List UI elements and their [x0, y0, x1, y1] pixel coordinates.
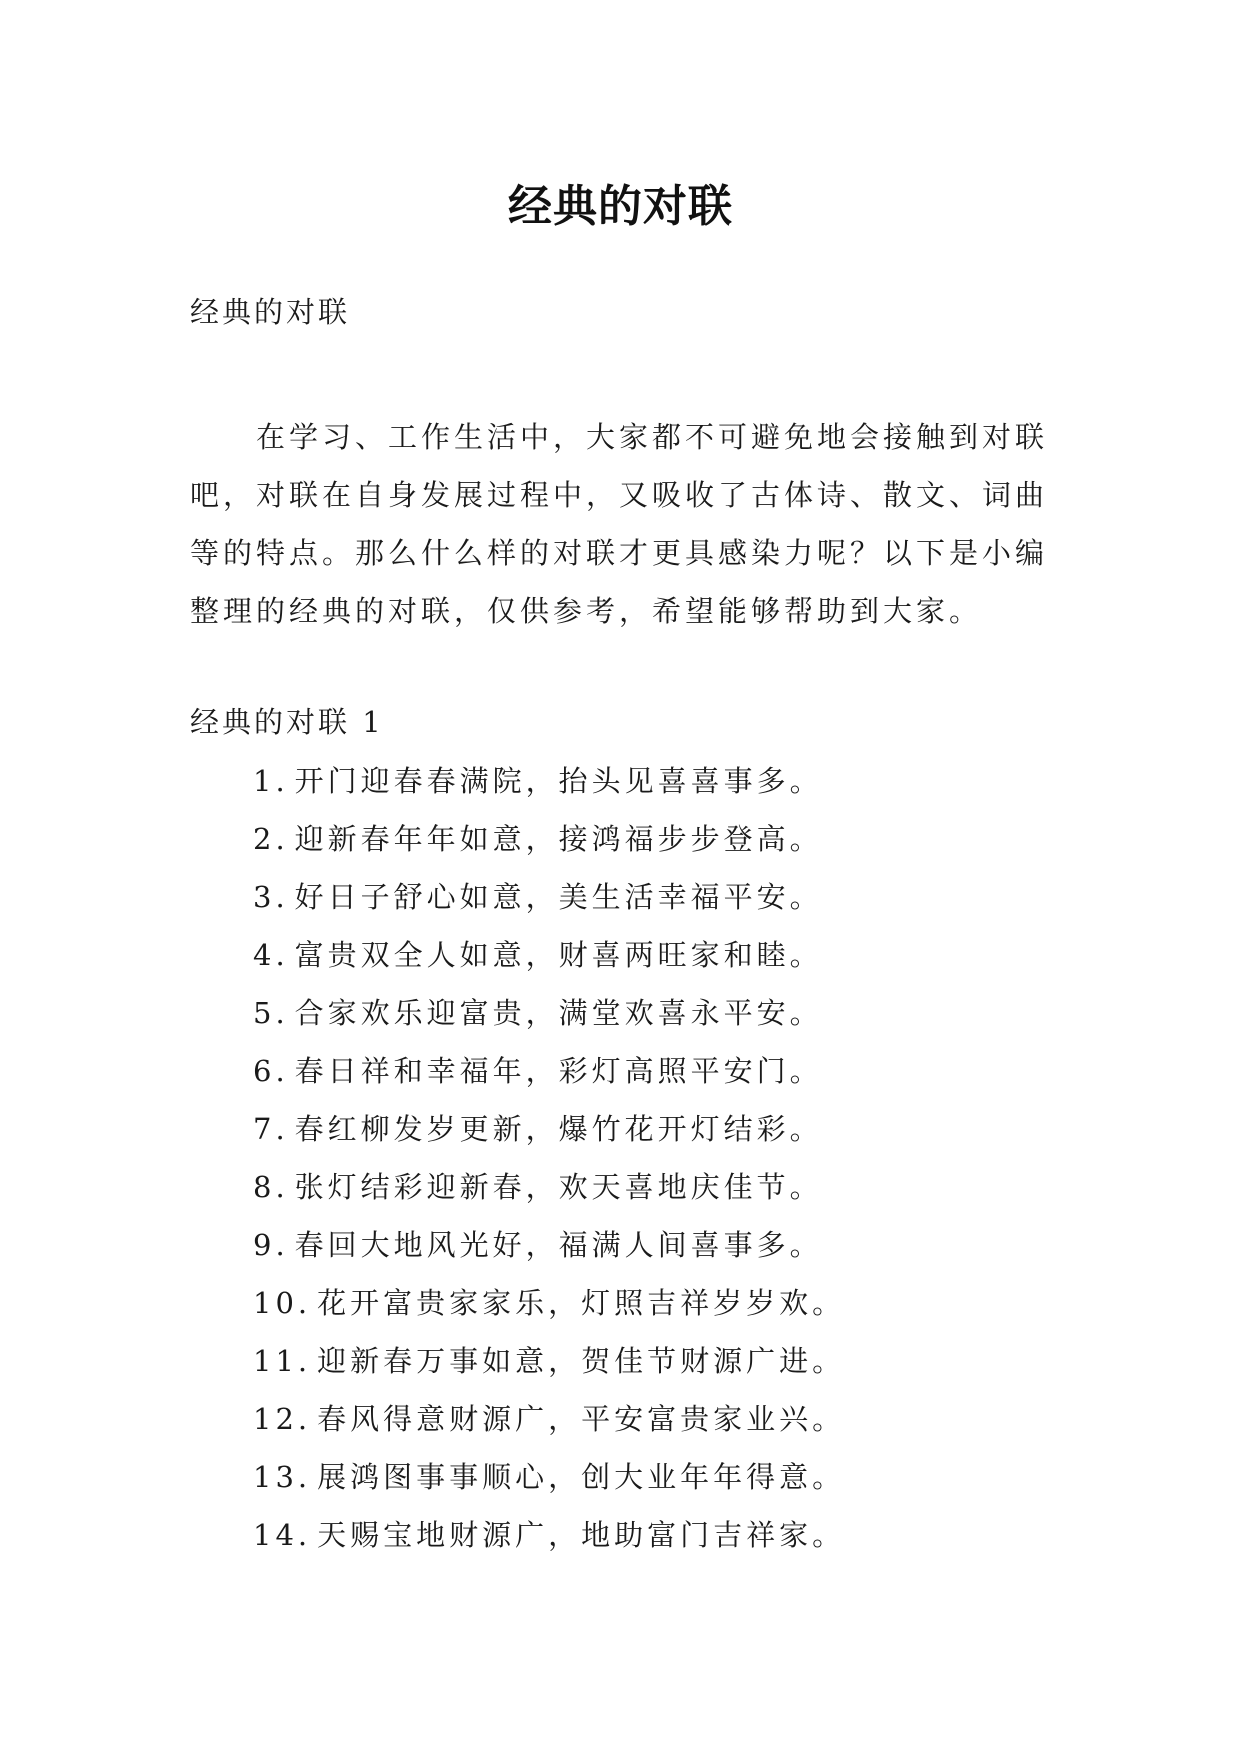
couplet-text: 春红柳发岁更新，爆竹花开灯结彩。: [294, 1112, 823, 1146]
couplet-item: [253, 1100, 845, 1158]
couplet-text: 合家欢乐迎富贵，满堂欢喜永平安。: [294, 996, 823, 1030]
couplet-text: 富贵双全人如意，财喜两旺家和睦。: [294, 938, 823, 972]
couplet-number: 12.: [253, 1402, 312, 1436]
couplet-text: 春日祥和幸福年，彩灯高照平安门。: [294, 1054, 823, 1088]
couplet-item: [253, 1332, 845, 1390]
couplet-text: 好日子舒心如意，美生活幸福平安。: [294, 880, 823, 914]
couplet-number: 5.: [253, 996, 289, 1030]
couplet-number: 8.: [253, 1170, 289, 1204]
section-heading: 经典的对联 1: [190, 705, 384, 739]
couplet-number: 11.: [253, 1344, 312, 1378]
couplet-item: [253, 1274, 845, 1332]
couplet-item: [253, 1216, 845, 1274]
couplet-text: 张灯结彩迎新春，欢天喜地庆佳节。: [294, 1170, 823, 1204]
couplet-number: 9.: [253, 1228, 289, 1262]
couplet-number: 7.: [253, 1112, 289, 1146]
couplet-text: 花开富贵家家乐，灯照吉祥岁岁欢。: [317, 1286, 846, 1320]
couplet-list: [253, 752, 845, 1564]
couplet-number: 14.: [253, 1518, 312, 1552]
couplet-text: 春回大地风光好，福满人间喜事多。: [294, 1228, 823, 1262]
page-title: 经典的对联: [508, 181, 733, 233]
couplet-text: 天赐宝地财源广，地助富门吉祥家。: [317, 1518, 846, 1552]
couplet-item: [253, 1390, 845, 1448]
couplet-item: [253, 752, 845, 810]
couplet-text: 展鸿图事事顺心，创大业年年得意。: [317, 1460, 846, 1494]
couplet-text: 开门迎春春满院，抬头见喜喜事多。: [294, 764, 823, 798]
couplet-number: 3.: [253, 880, 289, 914]
couplet-text: 春风得意财源广，平安富贵家业兴。: [317, 1402, 846, 1436]
couplet-item: [253, 1448, 845, 1506]
couplet-number: 6.: [253, 1054, 289, 1088]
couplet-number: 10.: [253, 1286, 312, 1320]
couplet-item: [253, 868, 845, 926]
couplet-number: 1.: [253, 764, 289, 798]
couplet-item: [253, 926, 845, 984]
couplet-item: [253, 1158, 845, 1216]
document-subtitle: 经典的对联: [190, 295, 351, 329]
couplet-number: 2.: [253, 822, 289, 856]
couplet-text: 迎新春年年如意，接鸿福步步登高。: [294, 822, 823, 856]
couplet-number: 13.: [253, 1460, 312, 1494]
couplet-item: [253, 984, 845, 1042]
couplet-number: 4.: [253, 938, 289, 972]
intro-paragraph: 在学习、工作生活中，大家都不可避免地会接触到对联吧，对联在自身发展过程中，又吸收了古体诗、散文、词曲等的特点。那么什么样的对联才更具感染力呢？以下是小编整理的经典的对联，仅供参考，希望能够帮助到大家。: [190, 420, 1049, 628]
couplet-item: [253, 1042, 845, 1100]
couplet-item: [253, 1506, 845, 1564]
couplet-item: [253, 810, 845, 868]
couplet-text: 迎新春万事如意，贺佳节财源广进。: [317, 1344, 846, 1378]
